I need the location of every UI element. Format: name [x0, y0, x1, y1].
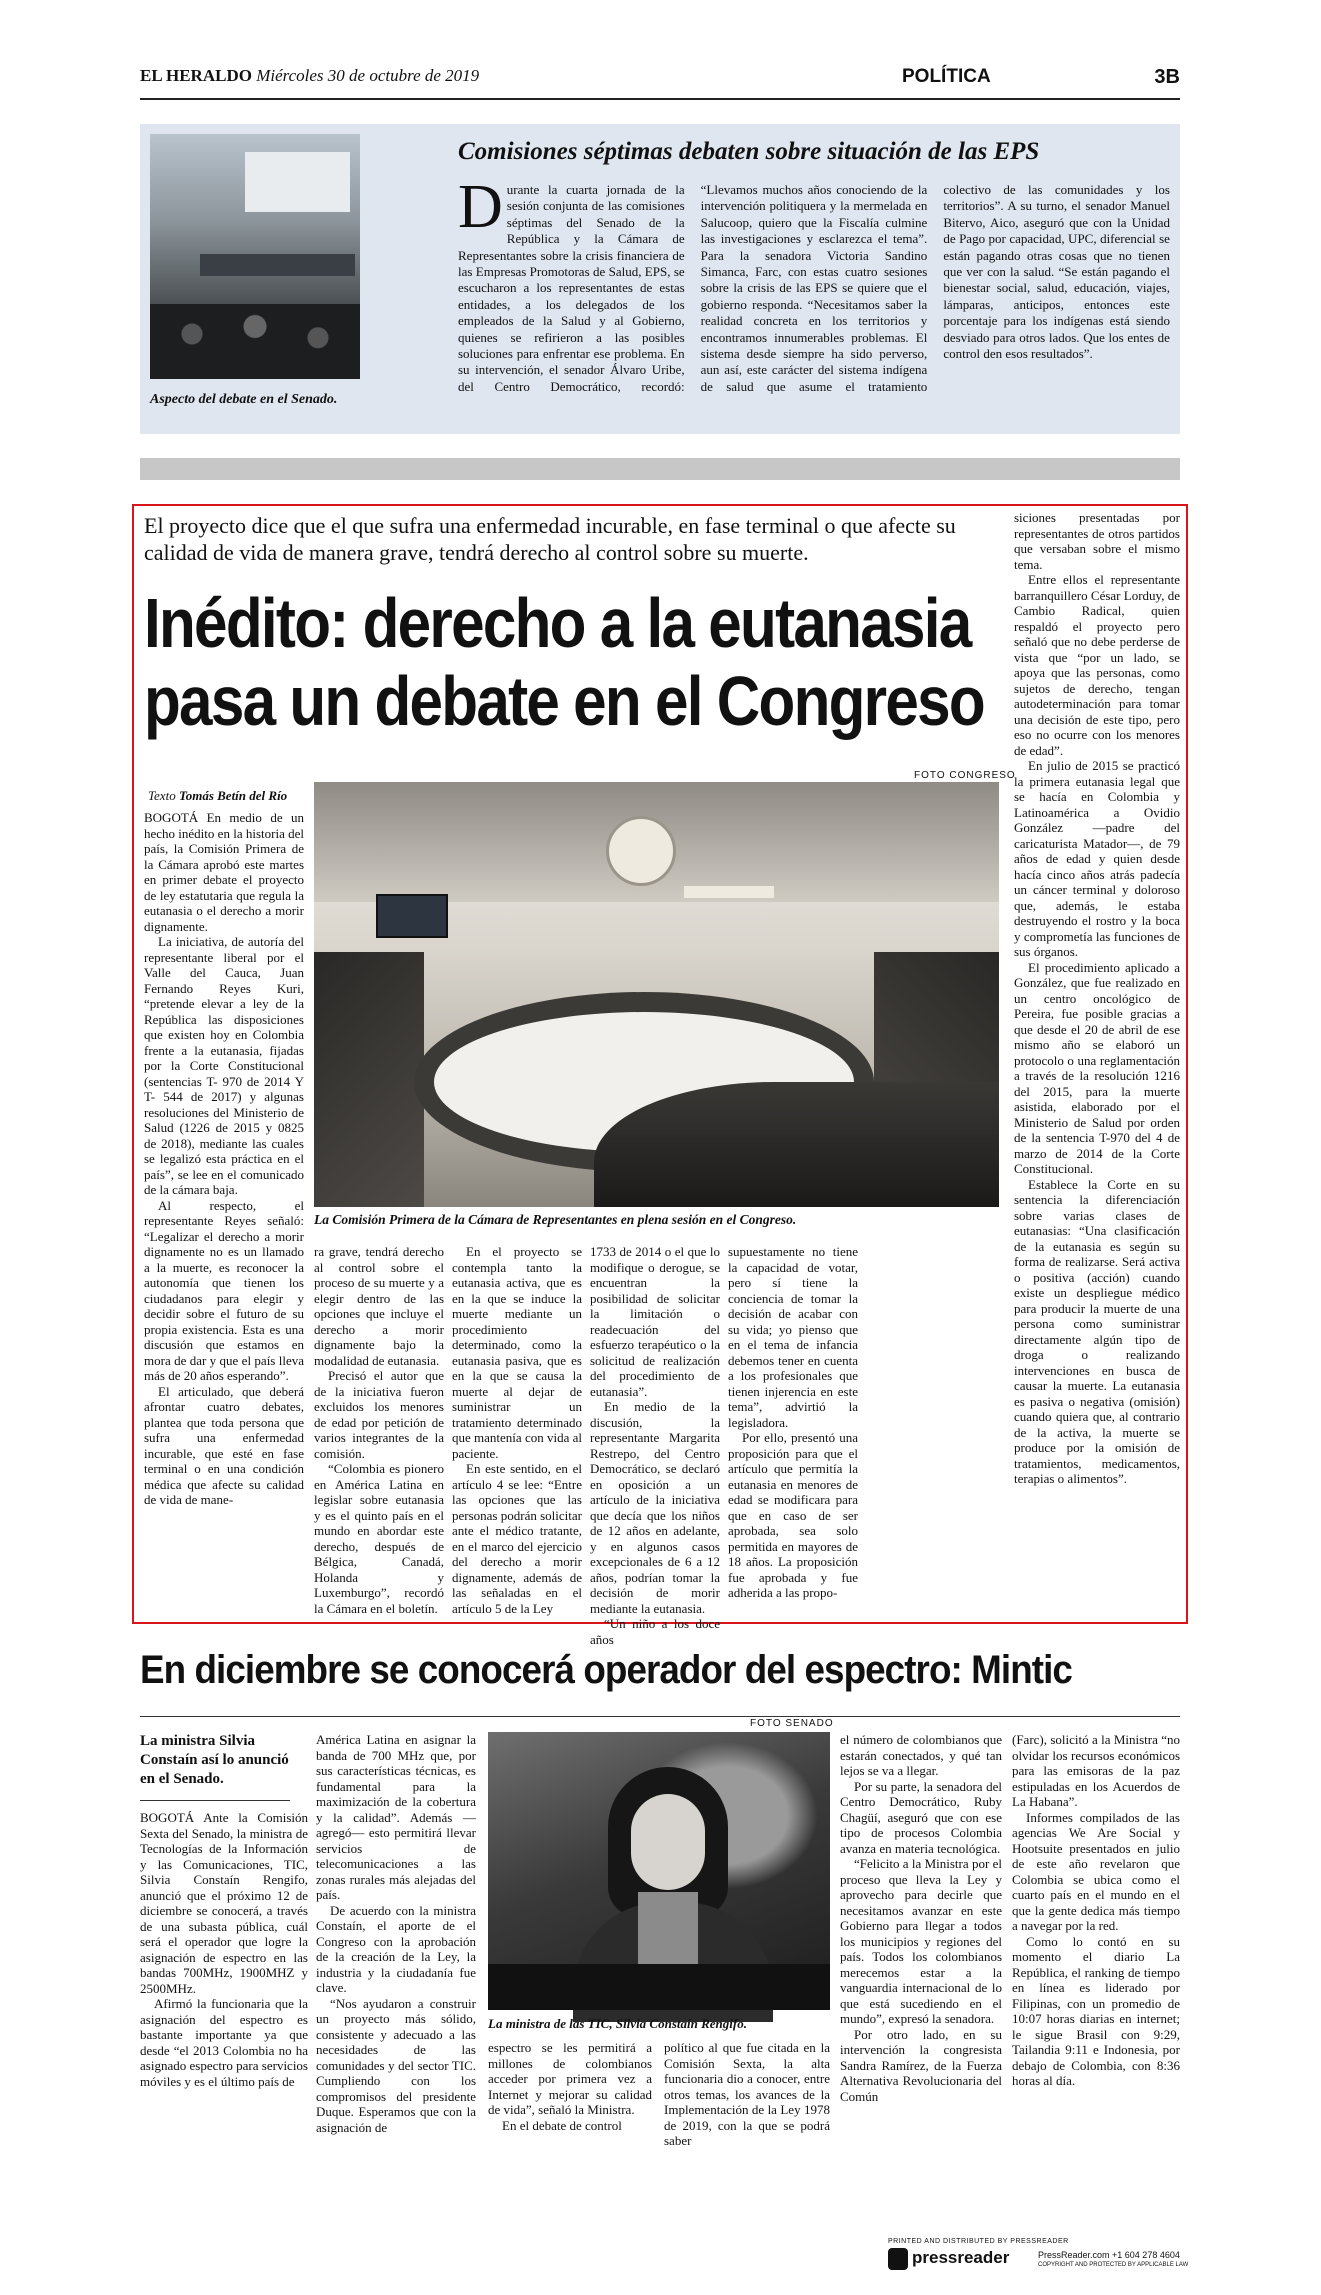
article-deck: El proyecto dice que el que sufra una enfermedad incurable, en fase terminal o que afecte su calidad de vida de manera grave, tendrá derecho al control sobre su muerte.: [144, 513, 956, 565]
paragraph: En el debate de control: [502, 2117, 622, 2133]
page-header: [140, 66, 1180, 92]
pressreader-contact: PressReader.com +1 604 278 4604: [1038, 2250, 1180, 2260]
byline: [148, 788, 287, 804]
paragraph: político al que fue citada en la Comisión Sexta, la alta funcionaria dio a conocer, entre otros temas, los avances de la Implementación de la Ley 1978 de 2019, con la que se podrá saber: [664, 2040, 830, 2148]
article-column-5: [728, 1244, 858, 1620]
paragraph: Afirmó la funcionaria que la asignación del espectro es bastante importante ya que desde “el 2013 Colombia no ha asignado espectro para servicios móviles y es el último país de: [140, 1996, 308, 2089]
pressreader-logo-icon: [888, 2248, 908, 2270]
second-column-1: [140, 1810, 308, 2100]
second-column-6: [1012, 1732, 1180, 2100]
paragraph: siciones presentadas por representantes de otros partidos que versaban sobre el mismo tema.: [1014, 510, 1180, 572]
section-name: POLÍTICA: [902, 66, 991, 87]
article-column-4: [590, 1244, 720, 1647]
paragraph: supuestamente no tiene la capacidad de votar, pero sí tiene la conciencia de tomar la decisión de acabar con su vida; yo pienso que en el tema de infancia debemos tener en cuenta a los profesionales que tienen injerencia en este tema”, advirtió la legisladora.: [728, 1244, 858, 1430]
headline-rule: [140, 1716, 1180, 1717]
paragraph: ra grave, tendrá derecho al control sobre el proceso de su muerte y a elegir dentro de las opciones que incluye el derecho a morir dignamente bajo la modalidad de eutanasia.: [314, 1244, 444, 1368]
second-column-4: [664, 2040, 830, 2148]
dateline: BOGOTÁ: [144, 810, 199, 825]
second-column-5: [840, 1732, 1002, 2104]
paragraph: Al respecto, el representante Reyes señaló: “Legalizar el derecho a morir dignamente no es un llamado a la muerte, es reconocer la autonomía que tienen los ciudadanos para elegir y decidir sobre el futuro de su propia existencia. Esta es una discusión que estamos en mora de dar y que el país lleva más de 20 años esperando”.: [144, 1197, 304, 1383]
brief-body: [458, 173, 1170, 427]
paragraph: Como lo contó en su momento el diario La República, el ranking de tiempo en línea es liderado por Filipinas, con un promedio de 10:07 horas diarias en internet; le sigue Brasil con 9:29, Tailandia 9:11 e Indonesia, por debajo de Colombia, con 8:36 horas al día.: [1012, 1933, 1180, 2088]
article-column-3: [452, 1244, 582, 1620]
photo-credit: FOTO CONGRESO: [914, 770, 1016, 781]
brief-title: Comisiones séptimas debaten sobre situación de las EPS: [458, 138, 1040, 165]
article-headline: [144, 584, 984, 740]
headline-line-2: pasa un debate en el Congreso: [144, 662, 984, 740]
paragraph: En medio de la discusión, la representante Margarita Restrepo, del Centro Democrático, se declaró en oposición a un artículo de la iniciativa que decía que los niños de 12 años en adelante, y en algunos casos excepcionales de 6 a 12 años, podrían tomar la decisión de morir mediante la eutanasia.: [590, 1399, 720, 1616]
section-divider-bar: [140, 458, 1180, 480]
paragraph: Por otro lado, en su intervención la congresista Sandra Ramírez, de la Fuerza Alternativa Revolucionaria del Común: [840, 2026, 1002, 2104]
distribution-notice: PRINTED AND DISTRIBUTED BY PRESSREADER: [888, 2238, 1069, 2245]
paragraph: Informes compilados de las agencias We Are Social y Hootsuite presentados en julio de este año revelaron que Colombia se ubica como el cuarto país en el mundo en el que la gente dedica más tiempo a navegar por la red.: [1012, 1809, 1180, 1933]
pressreader-badge[interactable]: [888, 2238, 1189, 2272]
paragraph: De acuerdo con la ministra Constaín, el aporte de el Congreso con la aprobación de la creación de la Ley, la industria y la ciudadanía fue clave.: [316, 1902, 476, 1995]
paragraph: Precisó el autor que de la iniciativa fueron excluidos los menores de edad por petición de varios integrantes de la comisión.: [314, 1368, 444, 1461]
paragraph: En julio de 2015 se practicó la primera eutanasia legal que se hacía en Colombia y Latinoamérica a Ovidio González —padre del caricaturista Matador—, de 79 años de edad y quien desde hacía cinco años atrás padecía un cáncer terminal y doloroso que, además, le estaba destruyendo el rostro y la boca y comprometía las funciones de sus órganos.: [1014, 758, 1180, 959]
byline-prefix: Texto: [148, 788, 176, 803]
article-column-2: [314, 1244, 444, 1620]
paragraph: 1733 de 2014 o el que lo modifique o derogue, se encuentran la posibilidad de solicitar la limitación o readecuación del esfuerzo terapéutico o la solicitud de realización del procedimiento de eutanasia”.: [590, 1244, 720, 1399]
paragraph: (Farc), solicitó a la Ministra “no olvidar los recursos económicos para las emisoras de la paz estipuladas en los Acuerdos de La Habana”.: [1012, 1732, 1180, 1809]
paragraph: En este sentido, en el artículo 4 se lee: “Entre las opciones que las personas podrán solicitar ante el médico tratante, en el marco del ejercicio del derecho a morir dignamente, además de las señaladas en el artículo 5 de la Ley: [452, 1461, 582, 1616]
paragraph: El procedimiento aplicado a González, que fue realizado en un centro oncológico de Pereira, fue posible gracias a que desde el 20 de abril de ese mismo año se elaboró un protocolo o una reglamentación a través de la resolución 1216 del 2015, para la muerte asistida, elaborado por el Ministerio de Salud por orden de la sentencia T-970 del 4 de marzo de 2014 de la Corte Constitucional.: [1014, 959, 1180, 1176]
paragraph: “Colombia es pionero en América Latina en legislar sobre eutanasia y es el quinto país en el mundo en abordar este derecho, después de Bélgica, Canadá, Holanda y Luxemburgo”, recordó la Cámara en el boletín.: [314, 1461, 444, 1616]
paragraph: El articulado, que deberá afrontar cuatro debates, plantea que toda persona que sufra una enfermedad incurable, que esté en fase terminal o en una condición médica que afecte su calidad de vida de mane-: [144, 1383, 304, 1507]
paragraph: Por su parte, la senadora del Centro Democrático, Ruby Chagüí, aseguró que con ese tipo de procesos Colombia avanza en materia tecnológica.: [840, 1778, 1002, 1856]
paragraph: En el proyecto se contempla tanto la eutanasia activa, que es en la que se induce la muerte mediante un procedimiento determinado, como la eutanasia pasiva, que es en la que se causa la muerte al dejar de suministrar un tratamiento determinado que mantenía con vida al paciente.: [452, 1244, 582, 1461]
brief-box: [140, 124, 1180, 434]
photo-credit: FOTO SENADO: [750, 1718, 834, 1729]
drop-cap: D: [458, 173, 503, 241]
dateline: BOGOTÁ: [140, 1810, 195, 1825]
masthead-name: EL HERALDO: [140, 66, 252, 85]
page-number: 3B: [1154, 66, 1180, 88]
senate-debate-photo: [150, 134, 360, 379]
commission-session-photo: [314, 782, 999, 1207]
paragraph: espectro se les permitirá a millones de colombianos acceder por primera vez a Internet y mejorar su calidad de vida”, señaló la Ministra.: [488, 2040, 652, 2117]
kicker-rule: [140, 1800, 290, 1801]
minister-photo-caption: La ministra de las TIC, Silvia Constaín Rengifo.: [488, 2016, 747, 2031]
paragraph: Ante la Comisión Sexta del Senado, la ministra de Tecnologías de la Información y las Comunicaciones, TIC, Silvia Constaín Rengifo, anunció que el próximo 12 de diciembre se conocerá, a través de una subasta pública, cuál será el operador que logre la asignación de espectro en las bandas 700MHz, 1900MHZ y 2500MHz.: [140, 1810, 308, 1996]
issue-date: Miércoles 30 de octubre de 2019: [256, 66, 480, 85]
masthead: [140, 66, 479, 86]
paragraph: Por ello, presentó una proposición para que el artículo que permitía la eutanasia en menores de edad se modificara para que en caso de ser aprobada, sea solo permitida en mayores de 18 años. La proposición fue aprobada y fue adherida a las propo-: [728, 1430, 858, 1600]
second-kicker: La ministra Silvia Constaín así lo anunció en el Senado.: [140, 1733, 289, 1787]
paragraph: “Un niño a los doce años: [590, 1616, 720, 1647]
headline-line-1: Inédito: derecho a la eutanasia: [144, 584, 971, 662]
header-rule: [140, 98, 1180, 100]
paragraph: el número de colombianos que estarán conectados, y qué tan lejos se va a llegar.: [840, 1732, 1002, 1778]
article-column-1: [144, 810, 304, 1620]
second-column-2: [316, 1732, 476, 2135]
byline-author: Tomás Betín del Río: [178, 788, 288, 803]
paragraph: En medio de un hecho inédito en la historia del país, la Comisión Primera de la Cámara aprobó este martes en primer debate el proyecto de ley estatutaria que regula la eutanasia o el derecho a morir dignamente.: [144, 810, 304, 934]
main-article: [132, 504, 1188, 1647]
paragraph: América Latina en asignar la banda de 700 MHz que, por sus características técnicas, es fundamental para la maximización de la cobertura y la calidad”. Además —agregó— esto permitirá llevar servicios de telecomunicaciones a las zonas rurales más alejadas del país.: [316, 1732, 476, 1902]
second-column-3: [488, 2040, 652, 2133]
second-headline: En diciembre se conocerá operador del espectro: Mintic: [140, 1648, 1072, 1692]
brief-photo-caption: Aspecto del debate en el Senado.: [150, 392, 338, 407]
copyright-notice: COPYRIGHT AND PROTECTED BY APPLICABLE LAW: [1038, 2262, 1189, 2268]
minister-photo: [488, 1732, 830, 2010]
paragraph: “Nos ayudaron a construir un proyecto más sólido, consistente y adecuado a las necesidades de las comunidades y del sector TIC. Cumpliendo con los compromisos del presidente Duque. Esperamos que con la asignación de: [316, 1995, 476, 2135]
pressreader-brand: pressreader: [912, 2248, 1010, 2267]
brief-text: urante la cuarta jornada de la sesión conjunta de las comisiones séptimas del Senado de la República y la Cámara de Representantes sobre la crisis financiera de las Empresas Promotoras de Salud, EPS, se escucharon a los representantes de estas entidades, a los delegados de los empleados de la Salud y al Gobierno, quienes se refirieron a las posibles soluciones para enfrentar ese problema. En su intervención, el senador Álvaro Uribe, del Centro Democrático, recordó: “Llevamos muchos años conociendo de la intervención politiquera y la mermelada en Salucoop, quiero que la Fiscalía culmine las investigaciones y esclarezca el tema”. Para la senadora Victoria Sandino Simanca, Farc, con estas cuatro sesiones sobre la crisis de las EPS se quiere que el gobierno responda. “Necesitamos saber la realidad concreta en los territorios y encontramos innumerables problemas. El sistema desde siempre ha sido perverso, aun así, este carácter del sistema indígena de salud que asume el tratamiento colectivo de las comunidades y los territorios”. A su turno, el senador Manuel Bitervo, Aico, aseguró que con la Unidad de Pago por capacidad, UPC, diferencial se están pagando otras cosas que no tienen que ver con la salud. “Se están pagando el bienestar social, salud, educación, viajes, lámparas, anticipos, entonces este porcentaje para los indígenas está siendo desviado para otros lados. Que los entes de control den esos resultados”.: [458, 182, 1170, 394]
paragraph: La iniciativa, de autoría del representante liberal por el Valle del Cauca, Juan Fernando Reyes Kuri, “pretende elevar a ley de la República las disposiciones que existen hoy en Colombia frente a la eutanasia, fijadas por la Corte Constitucional (sentencias T- 970 de 2014 Y T- 544 de 2017) y algunas resoluciones del Ministerio de Salud (1226 de 2015 y 0825 de 2018), mediante las cuales se legalizó esta práctica en el país”, se lee en el comunicado de la cámara baja.: [144, 934, 304, 1197]
paragraph: Establece la Corte en su sentencia la diferenciación sobre varias clases de eutanasias: “Una clasificación de la eutanasia es según su forma de realizarse. Será activa o positiva (acción) cuando existe un despliegue médico para producir la muerte de una persona como suministrar directamente algún tipo de droga o realizando intervenciones en busca de causar la muerte. La eutanasia es pasiva o negativa (omisión) cuando quiera que, al contrario de la activa, la muerte se produce por la omisión de tratamientos, medicamentos, terapias o alimentos”.: [1014, 1176, 1180, 1486]
article-column-right: [1014, 510, 1180, 1620]
main-photo-caption: La Comisión Primera de la Cámara de Representantes en plena sesión en el Congreso.: [314, 1212, 797, 1227]
paragraph: Entre ellos el representante barranquillero César Lorduy, de Cambio Radical, quien respaldó el proyecto pero señaló que no debe perderse de vista que “por un lado, se apoya que las personas, como sujetos de derecho, tengan autodeterminación para tomar una decisión de este tipo, pero eso no ocurre con los menores de edad”.: [1014, 572, 1180, 758]
paragraph: “Felicito a la Ministra por el proceso que lleva la Ley y aprovecho para decirle que necesitamos avanzar en este Gobierno para llegar a todos los municipios y regiones del país. Todos los colombianos merecemos estar a la vanguardia internacional de lo que está sucediendo en el mundo”, expresó la senadora.: [840, 1856, 1002, 2026]
